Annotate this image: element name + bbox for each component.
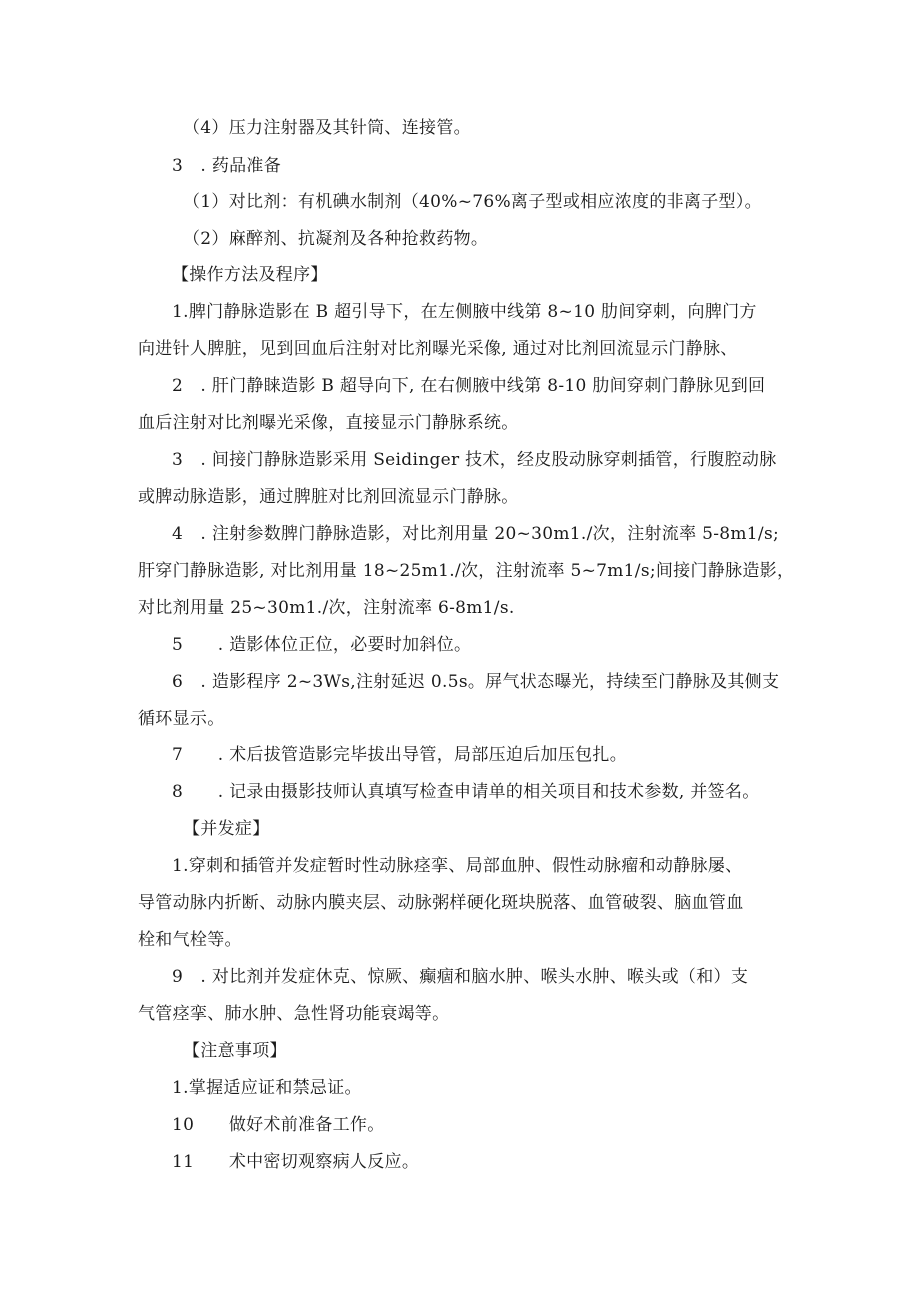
section-heading-complications: 【并发症】 — [183, 819, 270, 839]
text-line-16: 6 . 造影程序 2~3Ws,注射延迟 0.5s。屏气状态曝光，持续至门静脉及其侧支 — [172, 672, 780, 692]
text-line-17: 循环显示。 — [138, 709, 225, 729]
text-line-28: 10 做好术前准备工作。 — [172, 1115, 385, 1135]
text-line-8: 2 . 肝门静睐造影 B 超导向下, 在右侧腋中线第 8-10 肋间穿刺门静脉见到回 — [172, 376, 766, 396]
text-line-2: 3 . 药品准备 — [172, 156, 282, 176]
text-line-3: （1）对比剂：有机碘水制剂（40%~76%离子型或相应浓度的非离子型）。 — [183, 192, 762, 212]
text-line-12: 4 . 注射参数脾门静脉造影，对比剂用量 20~30m1./次，注射流率 5-8m1∕s; — [172, 524, 779, 544]
text-line-22: 导管动脉内折断、动脉内膜夹层、动脉粥样硬化斑块脱落、血管破裂、脑血管血 — [138, 893, 744, 913]
section-heading-procedure: 【操作方法及程序】 — [172, 265, 328, 285]
text-line-15: 5 . 造影体位正位，必要时加斜位。 — [172, 635, 472, 655]
text-line-1: （4）压力注射器及其针筒、连接管。 — [183, 118, 471, 138]
text-line-6: 1.脾门静脉造影在 B 超引导下，在左侧腋中线第 8~10 肋间穿刺，向脾门方 — [172, 302, 757, 322]
text-line-29: 11 术中密切观察病人反应。 — [172, 1152, 420, 1172]
text-line-11: 或脾动脉造影，通过脾脏对比剂回流显示门静脉。 — [138, 487, 519, 507]
text-line-18: 7 . 术后拔管造影完毕拔出导管，局部压迫后加压包扎。 — [172, 745, 628, 765]
text-line-23: 栓和气栓等。 — [138, 930, 242, 950]
text-line-27: 1.掌握适应证和禁忌证。 — [172, 1078, 362, 1098]
text-line-10: 3 . 间接门静脉造影采用 Seidinger 技术，经皮股动脉穿刺插管，行腹腔动脉 — [172, 450, 777, 470]
text-line-21: 1.穿刺和插管并发症暂时性动脉痉挛、局部血肿、假性动脉瘤和动静脉屡、 — [172, 856, 743, 876]
text-line-4: （2）麻醉剂、抗凝剂及各种抢救药物。 — [183, 229, 489, 249]
text-line-7: 向进针人脾脏，见到回血后注射对比剂曝光采像, 通过对比剂回流显示门静脉、 — [138, 339, 738, 359]
text-line-9: 血后注射对比剂曝光采像，直接显示门静脉系统。 — [138, 413, 519, 433]
text-line-25: 气管痉挛、肺水肿、急性肾功能衰竭等。 — [138, 1004, 450, 1024]
text-line-13: 肝穿门静脉造影, 对比剂用量 18~25m1./次，注射流率 5~7m1∕s;间接门静脉造影， — [138, 561, 795, 581]
section-heading-notes: 【注意事项】 — [183, 1041, 287, 1061]
text-line-14: 对比剂用量 25~30m1./次，注射流率 6-8m1∕s. — [138, 598, 515, 618]
text-line-19: 8 . 记录由摄影技师认真填写检查申请单的相关项目和技术参数, 并签名。 — [172, 782, 760, 802]
text-line-24: 9 . 对比剂并发症休克、惊厥、癫痼和脑水肿、喉头水肿、喉头或（和）支 — [172, 967, 749, 987]
